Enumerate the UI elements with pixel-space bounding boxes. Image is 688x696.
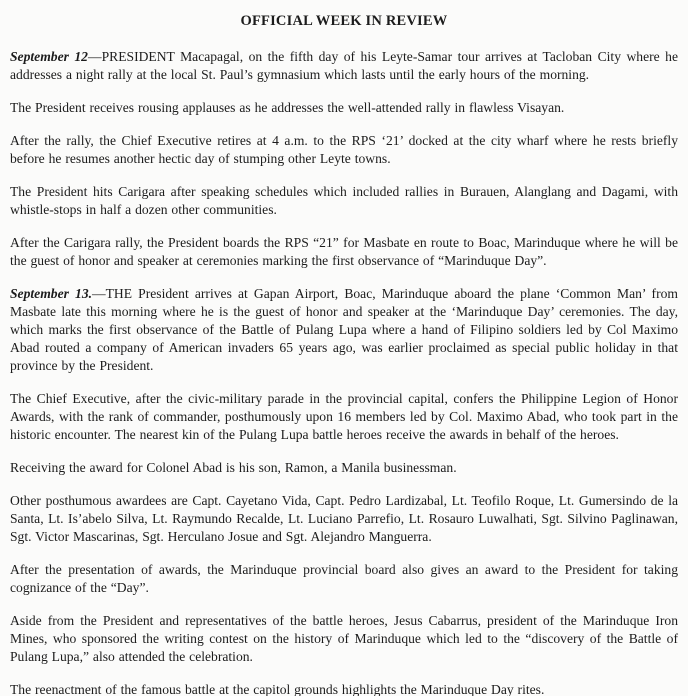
paragraph-reenactment [10,681,678,696]
date-lead-september-13: September 13. [10,286,93,301]
paragraph-text: —PRESIDENT Macapagal, on the fifth day of his Leyte-Samar tour arrives at Tacloban City where he addresses a night rally at the local St. Paul’s gymnasium which lasts until the early hours of the morning. [10,49,678,82]
paragraph-september-13 [10,285,678,375]
paragraph-text: Other posthumous awardees are Capt. Cayetano Vida, Capt. Pedro Lardizabal, Lt. Teofilo Roque, Lt. Gumersindo de la Santa, Lt. Is’abelo Silva, Lt. Raymundo Recalde, Lt. Luciano Parrefio, Lt. Rosauro Luwalhati, Sgt. Silvino Paglinawan, Sgt. Victor Mascarinas, Sgt. Herculano Josue and Sgt. Alejandro Manguerra. [10,493,678,544]
paragraph-text: The President receives rousing applauses as he addresses the well-attended rally in flawless Visayan. [10,100,565,115]
paragraph-provincial-board-award [10,561,678,597]
paragraph-text: After the presentation of awards, the Marinduque provincial board also gives an award to the President for taking cognizance of the “Day”. [10,562,678,595]
paragraph-posthumous-awardees [10,492,678,546]
paragraph-september-12 [10,48,678,84]
paragraph-receiving-award [10,459,678,477]
paragraph-text: The President hits Carigara after speaking schedules which included rallies in Burauen, Alanglang and Dagami, with whistle-stops in half a dozen other communities. [10,184,678,217]
paragraph-text: The reenactment of the famous battle at the capitol grounds highlights the Marinduque Day rites. [10,682,545,696]
paragraph-rousing-applauses [10,99,678,117]
paragraph-legion-of-honor [10,390,678,444]
paragraph-text: —THE President arrives at Gapan Airport, Boac, Marinduque aboard the plane ‘Common Man’ from Masbate late this morning where he is the guest of honor and speaker at the ‘Marinduque Day’ ceremonies. The day, which marks the first observance of the Battle of Pulang Lupa where a hand of Filipino soldiers led by Col Maximo Abad routed a company of American invaders 65 years ago, was earlier proclaimed as special public holiday in that province by the President. [10,286,678,373]
paragraph-text: Receiving the award for Colonel Abad is his son, Ramon, a Manila businessman. [10,460,457,475]
paragraph-carigara-rally [10,234,678,270]
paragraph-text: The Chief Executive, after the civic-military parade in the provincial capital, confers the Philippine Legion of Honor Awards, with the rank of commander, posthumously upon 16 members led by Col. Maximo Abad, who took part in the historic encounter. The nearest kin of the Pulang Lupa battle heroes receive the awards in behalf of the heroes. [10,391,678,442]
date-lead-september-12: September 12 [10,49,88,64]
paragraph-text: After the rally, the Chief Executive retires at 4 a.m. to the RPS ‘21’ docked at the city wharf where he rests briefly before he resumes another hectic day of stumping other Leyte towns. [10,133,678,166]
paragraph-text: Aside from the President and representatives of the battle heroes, Jesus Cabarrus, president of the Marinduque Iron Mines, who sponsored the writing contest on the history of Marinduque which led to the “discovery of the Battle of Pulang Lupa,” also attended the celebration. [10,613,678,664]
document-title: OFFICIAL WEEK IN REVIEW [240,13,448,29]
paragraph-text: After the Carigara rally, the President boards the RPS “21” for Masbate en route to Boac, Marinduque where he will be the guest of honor and speaker at ceremonies marking the first observance of “Marinduque Day”. [10,235,678,268]
paragraph-jesus-cabarrus [10,612,678,666]
paragraph-hits-carigara [10,183,678,219]
paragraph-after-the-rally [10,132,678,168]
